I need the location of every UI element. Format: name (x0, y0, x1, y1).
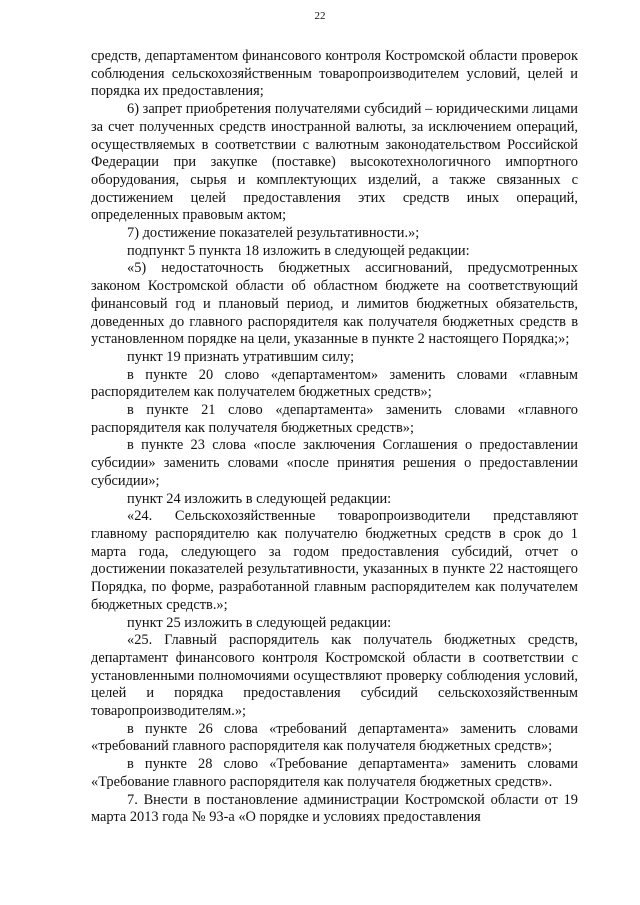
page-number: 22 (314, 10, 326, 22)
paragraph-11: «24. Сельскохозяйственные товаропроизводители представляют главному распорядителю как получателю бюджетных средств в срок до 1 марта года, следующего за годом предоставления субсидий, отчет о достижении показателей результативности, указанных в пункте 22 настоящего Порядка, по форме, разработанной главным распорядителем как получателем бюджетных средств.»; (91, 508, 578, 613)
paragraph-5: «5) недостаточность бюджетных ассигнований, предусмотренных законом Костромской области об областном бюджете на соответствующий финансовый год и плановый период, и лимитов бюджетных обязательств, доведенных до главного распорядителя как получателя бюджетных средств в установленном порядке на цели, указанные в пункте 2 настоящего Порядка;»; (91, 260, 578, 348)
paragraph-12: пункт 25 изложить в следующей редакции: (127, 614, 392, 631)
paragraph-1: средств, департаментом финансового контроля Костромской области проверок соблюдения сельскохозяйственным товаропроизводителем условий, целей и порядка их предоставления; (91, 48, 578, 100)
paragraph-2: 6) запрет приобретения получателями субсидий – юридическими лицами за счет полученных средств иностранной валюты, за исключением операций, осуществляемых в соответствии с валютным законодательством Российской Федерации при закупке (поставке) высокотехнологичного импортного оборудования, сырья и комплектующих изделий, а также связанных с достижением целей предоставления этих средств иных операций, определенных правовым актом; (91, 101, 578, 224)
paragraph-6: пункт 19 признать утратившим силу; (127, 348, 355, 365)
paragraph-3: 7) достижение показателей результативности.»; (127, 225, 420, 242)
document-body (91, 48, 578, 827)
paragraph-10: пункт 24 изложить в следующей редакции: (127, 490, 392, 507)
paragraph-4: подпункт 5 пункта 18 изложить в следующей редакции: (127, 242, 470, 259)
paragraph-8: в пункте 21 слово «департамента» заменить словами «главного распорядителя как получателя бюджетных средств»; (91, 402, 578, 436)
paragraph-15: в пункте 28 слово «Требование департамента» заменить словами «Требование главного распорядителя как получателя бюджетных средств». (91, 756, 578, 790)
paragraph-16: 7. Внести в постановление администрации Костромской области от 19 марта 2013 года № 93-а «О порядке и условиях предоставления (91, 791, 578, 826)
paragraph-14: в пункте 26 слова «требований департамента» заменить словами «требований главного распорядителя как получателя бюджетных средств»; (91, 720, 578, 755)
paragraph-13: «25. Главный распорядитель как получатель бюджетных средств, департамент финансового контроля Костромской области в соответствии с установленными полномочиями осуществляют проверку соблюдения условий, целей и порядка предоставления субсидий сельскохозяйственным товаропроизводителям.»; (91, 632, 578, 720)
paragraph-7: в пункте 20 слово «департаментом» заменить словами «главным распорядителем как получателем бюджетных средств»; (91, 366, 578, 401)
paragraph-9: в пункте 23 слова «после заключения Соглашения о предоставлении субсидии» заменить словами «после принятия решения о предоставлении субсидии»; (91, 437, 578, 489)
